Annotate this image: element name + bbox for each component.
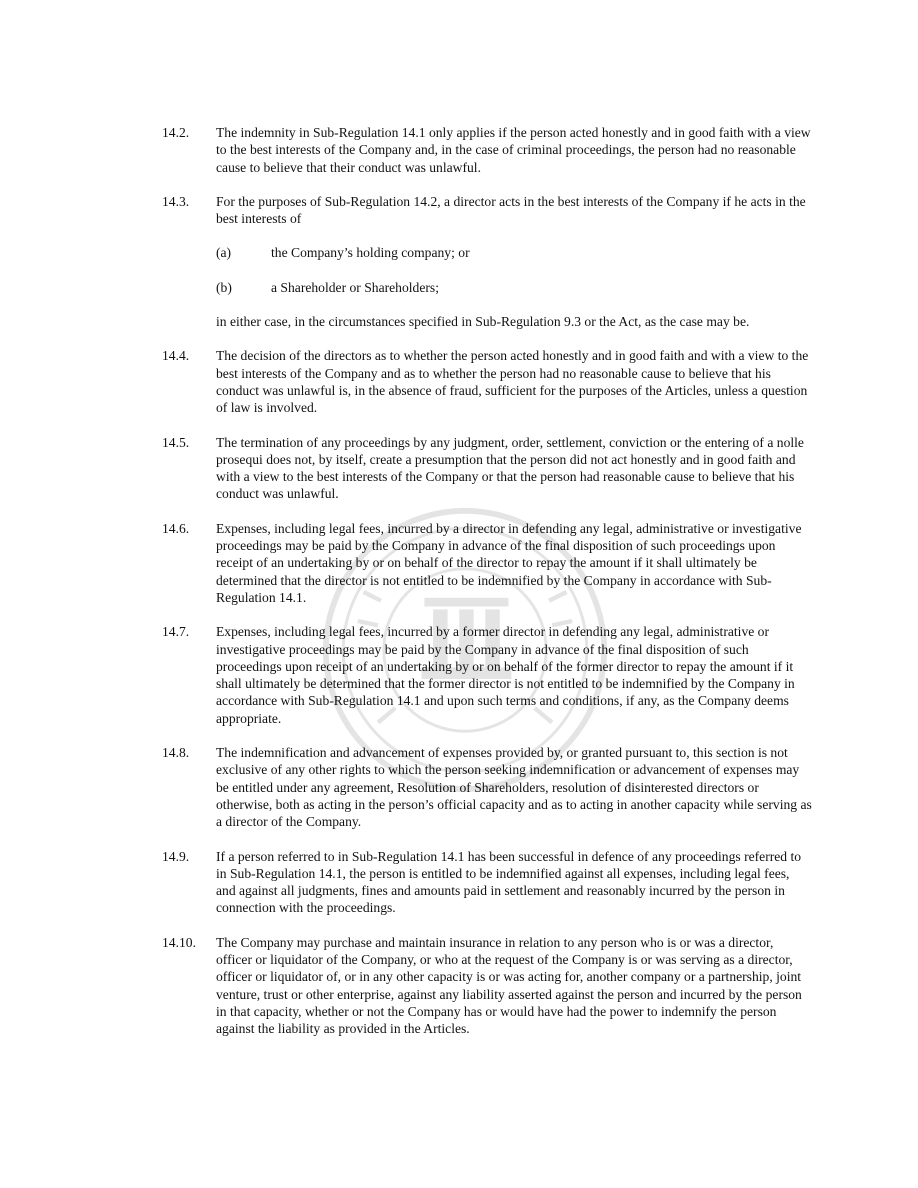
clause-14-4 <box>162 347 812 416</box>
sub-item-text: the Company’s holding company; or <box>271 245 470 261</box>
clause-number: 14.3. <box>162 193 190 209</box>
clause-number: 14.10. <box>162 934 196 950</box>
document-body <box>162 124 812 1054</box>
clause-text: The termination of any proceedings by any judgment, order, settlement, conviction or the entering of a nolle prosequi does not, by itself, create a presumption that the person did not act honestly and in good faith and with a view to the best interests of the Company or that the person had reasonable cause to believe that his conduct was unlawful. <box>216 434 804 502</box>
sub-item-a <box>216 244 812 261</box>
clause-number: 14.2. <box>162 125 190 140</box>
clause-number: 14.5. <box>162 434 190 450</box>
clause-number: 14.4. <box>162 348 190 364</box>
clause-14-6 <box>162 520 812 606</box>
clause-text: Expenses, including legal fees, incurred by a director in defending any legal, administrative or investigative proceedings may be paid by the Company in advance of the final disposition of such proceedings upon receipt of an undertaking by or on behalf of the director to repay the amount if it shall ultimately be determined that the director is not entitled to be indemnified by the Company in accordance with Sub-Regulation 14.1. <box>216 520 802 605</box>
clause-text: The Company may purchase and maintain insurance in relation to any person who is or was a director, officer or liquidator of the Company, or who at the request of the Company is or was serving as a director, officer or liquidator of, or in any other capacity is or was acting for, another company or a partnership, joint venture, trust or other enterprise, against any liability asserted against the person and incurred by the person in that capacity, whether or not the Company has or would have had the power to indemnify the person against the liability as provided in the Articles. <box>216 934 802 1037</box>
sub-item-label: (b) <box>216 279 232 295</box>
clause-number: 14.6. <box>162 520 190 536</box>
clause-text: The indemnity in Sub-Regulation 14.1 only applies if the person acted honestly and in good faith with a view to the best interests of the Company and, in the case of criminal proceedings, the person had no reasonable cause to believe that their conduct was unlawful. <box>216 125 811 175</box>
clause-14-10 <box>162 934 812 1038</box>
clause-14-8 <box>162 744 812 830</box>
sub-item-b <box>216 279 812 296</box>
clause-tail-text: in either case, in the circumstances specified in Sub-Regulation 9.3 or the Act, as the case may be. <box>216 314 750 330</box>
clause-14-5 <box>162 434 812 503</box>
clause-text: Expenses, including legal fees, incurred by a former director in defending any legal, administrative or investigative proceedings may be paid by the Company in advance of the final disposition of such proceedings upon receipt of an undertaking by or on behalf of the former director to repay the amount if it shall ultimately be determined that the former director is not entitled to be indemnified by the Company in accordance with Sub-Regulation 14.1 and upon such terms and conditions, if any, as the Company deems appropriate. <box>216 624 795 726</box>
clause-number: 14.8. <box>162 745 190 761</box>
clause-number: 14.9. <box>162 848 190 864</box>
clause-number: 14.7. <box>162 624 190 640</box>
clause-text: For the purposes of Sub-Regulation 14.2, a director acts in the best interests of the Company if he acts in the best interests of <box>216 193 806 227</box>
clause-14-7 <box>162 623 812 727</box>
clause-14-3 <box>162 193 812 330</box>
clause-text: The decision of the directors as to whether the person acted honestly and in good faith and with a view to the best interests of the Company and as to whether the person had no reasonable cause to believe that his conduct was unlawful is, in the absence of fraud, sufficient for the purposes of the Articles, unless a question of law is involved. <box>216 348 809 416</box>
clause-text: If a person referred to in Sub-Regulation 14.1 has been successful in defence of any proceedings referred to in Sub-Regulation 14.1, the person is entitled to be indemnified against all expenses, including legal fees, and against all judgments, fines and amounts paid in settlement and reasonably incurred by the person in connection with the proceedings. <box>216 848 802 916</box>
clause-14-9 <box>162 848 812 917</box>
clause-text: The indemnification and advancement of expenses provided by, or granted pursuant to, this section is not exclusive of any other rights to which the person seeking indemnification or advancement of expenses may be entitled under any agreement, Resolution of Shareholders, resolution of disinterested directors or otherwise, both as acting in the person’s official capacity and as to acting in another capacity while serving as a director of the Company. <box>216 745 812 830</box>
sub-item-label: (a) <box>216 245 232 261</box>
sub-item-text: a Shareholder or Shareholders; <box>271 279 439 295</box>
clause-14-2 <box>162 124 812 176</box>
